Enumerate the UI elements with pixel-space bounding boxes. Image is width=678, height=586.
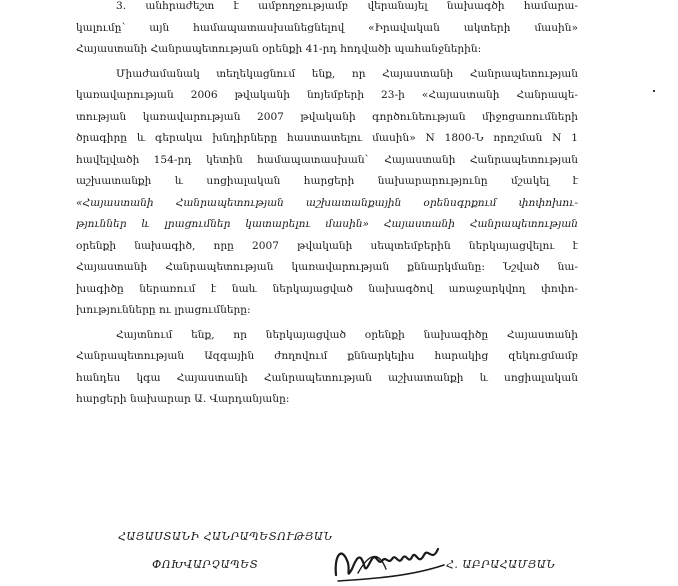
text-line: ծրագիրը և գերակա խնդիրները հաստատելու մասին» N 1800-Ն որոշման N 1 [76,132,578,144]
handwritten-signature [328,535,448,585]
text-line: տության կառավարության 2007 թվականի գործունեության միջոցառումների [76,110,578,123]
text-line: 3. անհրաժեշտ է ամբողջությամբ վերանայել նախագծի համարա- [116,0,578,12]
letter-body [76,0,578,411]
info-paragraph [76,64,578,322]
text-line: կալումը՝ այն համապատասխանեցնելով «Իրավական ակտերի մասին» [76,21,578,34]
text-line: Հանրապետության Ազգային ժողովում քննարկելիս հարակից զեկուցմամբ [76,350,578,362]
text-line: օրենքի նախագիծ, որը 2007 թվականի սեպտեմբերին ներկայացվելու է [76,239,578,252]
signatory-position: ՓՈԽՎԱՐՉԱՊԵՏ [152,558,259,571]
signature-block [118,525,598,585]
text-line: խությունները ու լրացումները: [76,304,251,316]
text-line: կառավարության 2006 թվականի նոյեմբերի 23-ի «Հայաստանի Հանրապե- [76,89,578,101]
text-line: խագիծը ներառում է նաև ներկայացված նախագծով առաջարկվող փոփո- [76,282,578,295]
text-line: Հայաստանի Հանրապետության օրենքի 41-րդ հոդվածի պահանջներին: [76,43,482,55]
request-paragraph [76,325,578,411]
text-line: հավելվածի 154-րդ կետին համապատասխան` Հայաստանի Հանրապետության [76,153,578,166]
point-3-paragraph [76,0,578,61]
text-line: հանդես կգա Հայաստանի Հանրապետության աշխատանքի և սոցիալական [76,371,578,384]
text-line: աշխատանքի և սոցիալական հարցերի նախարարությունը մշակել է [76,175,578,187]
text-line: թյուններ և լրացումներ կատարելու մասին» Հայաստանի Հանրապետության [76,218,578,230]
signatory-name: Հ. ԱԲՐԱՀԱՄՅԱՆ [446,558,556,571]
text-line: Հայաստանի Հանրապետության կառավարության քննարկմանը: Նշված նա- [76,261,578,273]
stray-mark [653,90,655,92]
signatory-organization: ՀԱՅԱՍՏԱՆԻ ՀԱՆՐԱՊԵՏՈՒԹՅԱՆ [118,530,333,543]
text-line: Հայտնում ենք, որ ներկայացված օրենքի նախագիծը Հայաստանի [116,328,578,341]
text-line: Միաժամանակ տեղեկացնում ենք, որ Հայաստանի Հանրապետության [116,67,578,80]
text-line: հարցերի նախարար Ա. Վարդանյանը: [76,393,290,405]
text-line: «Հայաստանի Հանրապետության աշխատանքային օրենսգրքում փոփոխու- [76,196,578,209]
